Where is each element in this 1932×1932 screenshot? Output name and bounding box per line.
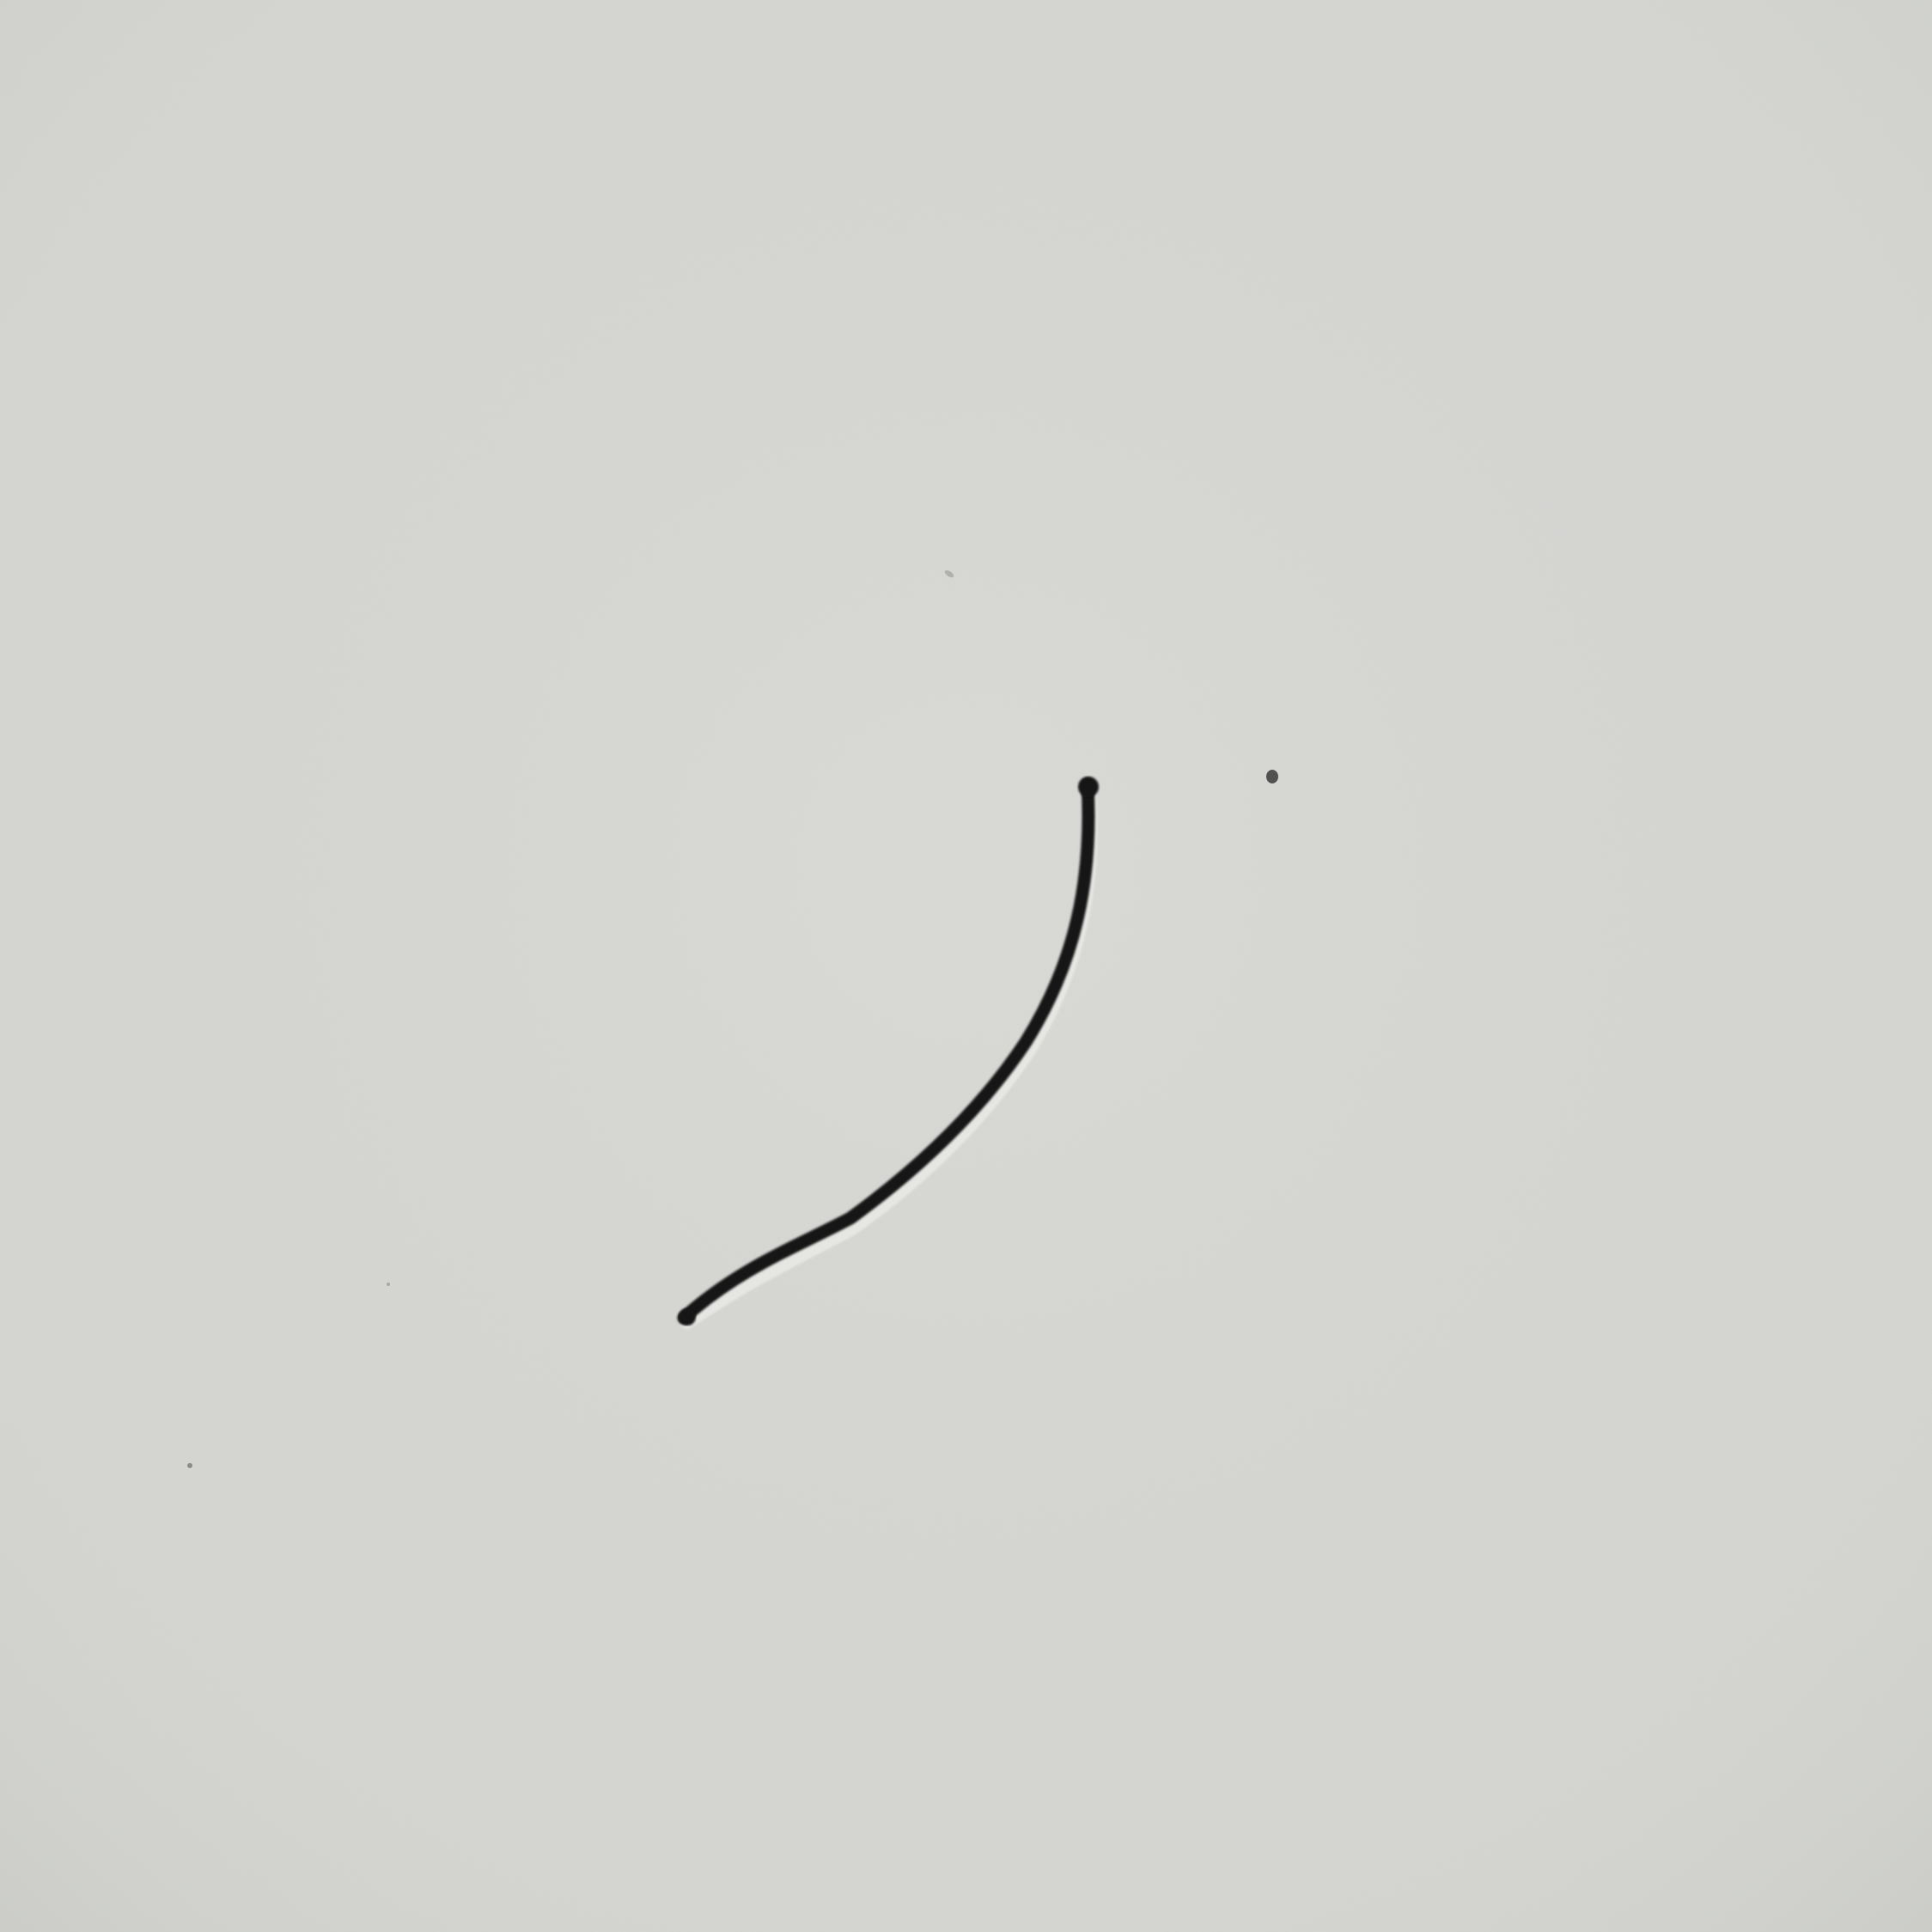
stroke-start-dot xyxy=(1078,777,1099,797)
stroke-end-dot xyxy=(679,1308,696,1326)
paper-speck xyxy=(187,1463,192,1468)
ink-speck xyxy=(1266,770,1278,783)
paper-speck xyxy=(387,1283,390,1286)
